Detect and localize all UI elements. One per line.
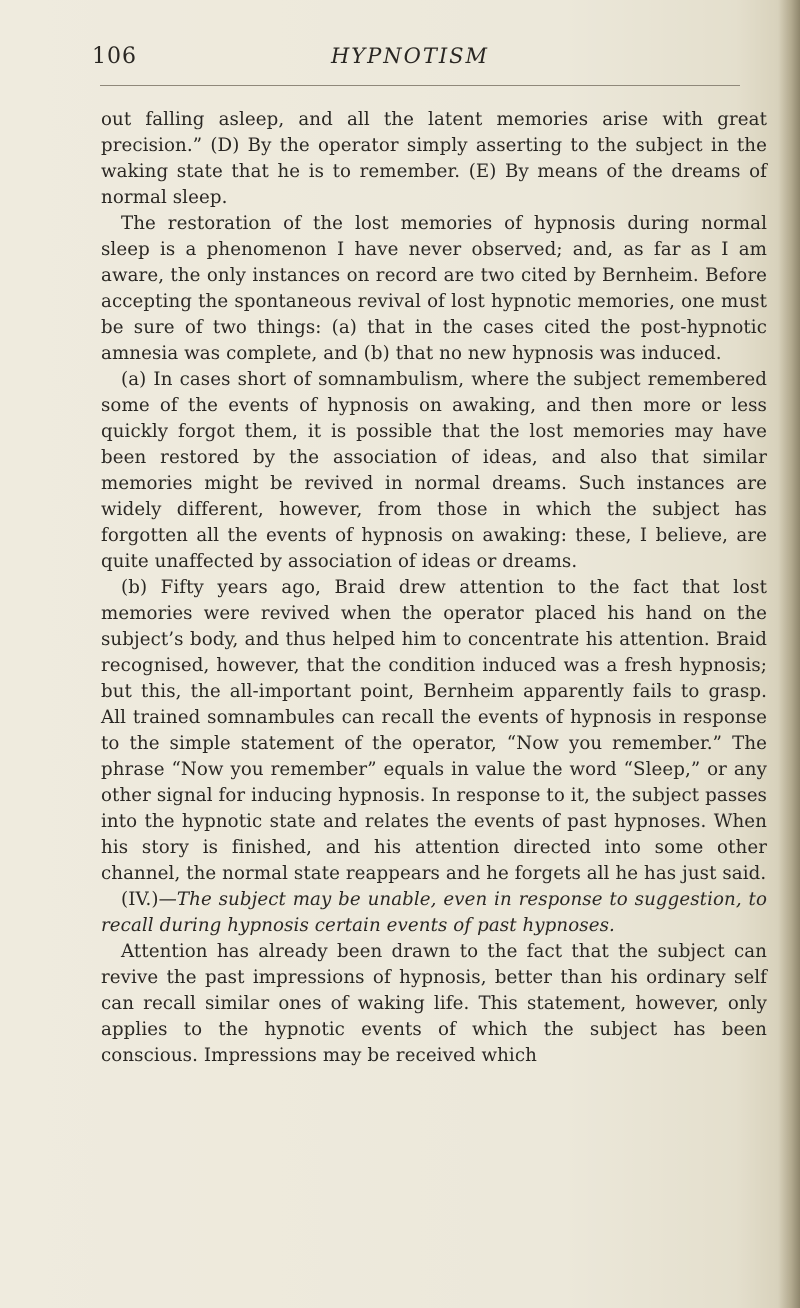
paragraph-5 — [101, 887, 767, 939]
section-number: (IV.)— — [121, 889, 177, 910]
page-header — [80, 44, 740, 78]
running-head: HYPNOTISM — [330, 44, 490, 68]
page-number: 106 — [92, 44, 137, 69]
body-text — [101, 107, 767, 1069]
paragraph-2: The restoration of the lost memories of hypnosis during normal sleep is a phenomenon I have never observed; and, as far as I am aware, the only instances on record are two cited by Bernheim. Before accepting the spontaneous revival of lost hypnotic memories, one must be sure of two things: (a) that in the cases cited the post-hypnotic amnesia was complete, and (b) that no new hypnosis was induced. — [101, 213, 767, 364]
page-edge-shadow — [778, 0, 800, 1308]
paragraph-3: (a) In cases short of somnambulism, where the subject remembered some of the events of hypnosis on awaking, and then more or less quickly forgot them, it is possible that the lost memories may have been restored by the association of ideas, and also that similar memories might be revived in normal dreams. Such instances are widely different, however, from those in which the subject has forgotten all the events of hypnosis on awaking: these, I believe, are quite unaffected by association of ideas or dreams. — [101, 369, 767, 572]
paragraph-1: out falling asleep, and all the latent memories arise with great precision.” (D) By the operator simply asserting to the subject in the waking state that he is to remember. (E) By means of the dreams of normal sleep. — [101, 109, 767, 208]
paragraph-6: Attention has already been drawn to the fact that the subject can revive the past impressions of hypnosis, better than his ordinary self can recall similar ones of waking life. This statement, however, only applies to the hypnotic events of which the subject has been conscious. Impressions may be received which — [101, 941, 767, 1066]
section-heading: The subject may be unable, even in response to suggestion, to recall during hypnosis certain events of past hypnoses. — [101, 889, 767, 936]
paragraph-4: (b) Fifty years ago, Braid drew attention to the fact that lost memories were revived when the operator placed his hand on the subject’s body, and thus helped him to concentrate his attention. Braid recognised, however, that the condition induced was a fresh hypnosis; but this, the all-important point, Bernheim apparently fails to grasp. All trained somnambules can recall the events of hypnosis in response to the simple statement of the operator, “Now you remember.” The phrase “Now you remember” equals in value the word “Sleep,” or any other signal for inducing hypnosis. In response to it, the subject passes into the hypnotic state and relates the events of past hypnoses. When his story is finished, and his attention directed into some other channel, the normal state reappears and he forgets all he has just said. — [101, 577, 767, 884]
header-rule — [100, 85, 740, 86]
